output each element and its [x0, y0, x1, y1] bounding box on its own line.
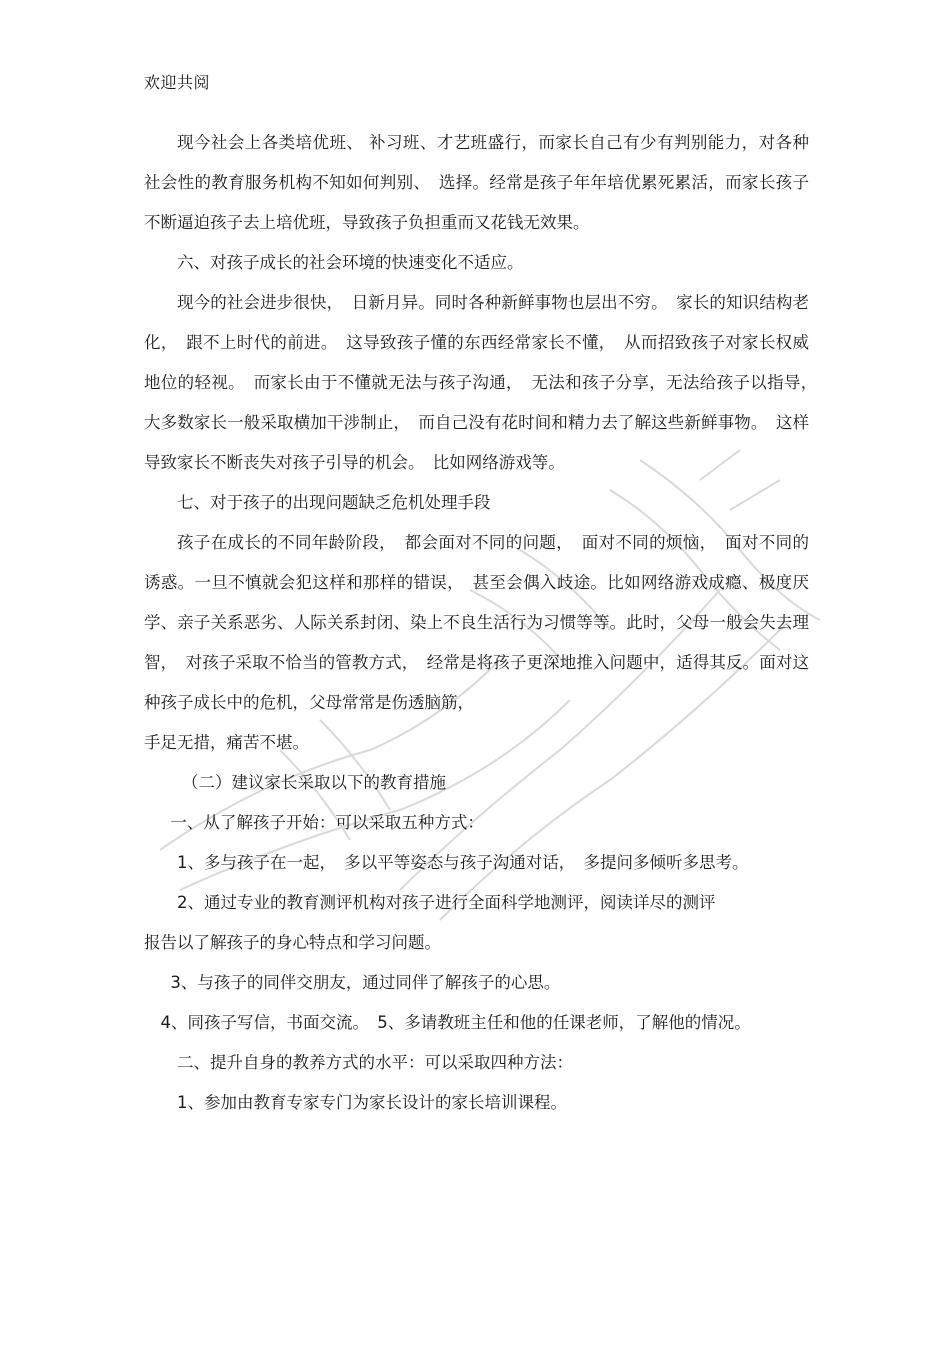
paragraph-crisis-end: 手足无措，痛苦不堪。	[144, 733, 309, 752]
list-item-training: 1、参加由教育专家专门为家长设计的家长培训课程。	[177, 1093, 567, 1112]
document-body	[144, 123, 826, 1123]
list-item-3: 3、与孩子的同伴交朋友，通过同伴了解孩子的心思。	[170, 973, 561, 992]
heading-measures: （二）建议家长采取以下的教育措施	[181, 773, 446, 792]
page-header-text: 欢迎共阅	[144, 73, 211, 92]
list-item-1: 1、多与孩子在一起， 多以平等姿态与孩子沟通对话， 多提问多倾听多思考。	[177, 853, 749, 872]
paragraph-social-change: 现今的社会进步很快， 日新月异。同时各种新鲜事物也层出不穷。 家长的知识结构老化， 跟不上时代的前进。 这导致孩子懂的东西经常家长不懂， 从而招致孩子对家长权威地位的轻视。 而家长由于不懂就无法与孩子沟通， 无法和孩子分享，无法给孩子以指导， 大多数家长一般采取横加干涉制止， 而自己没有花时间和精力去了解这些新鲜事物。 这样导致家长不断丧失对孩子引导的机会。 比如网络游戏等。	[144, 293, 826, 472]
list-item-2: 2、通过专业的教育测评机构对孩子进行全面科学地测评，阅读详尽的测评	[177, 893, 716, 912]
heading-understand-child: 一、从了解孩子开始：可以采取五种方式：	[170, 813, 484, 832]
heading-improve-parenting: 二、提升自身的教养方式的水平：可以采取四种方法：	[177, 1053, 573, 1072]
heading-six: 六、对孩子成长的社会环境的快速变化不适应。	[177, 253, 524, 272]
paragraph-training-classes: 现今社会上各类培优班、 补习班、才艺班盛行，而家长自己有少有判别能力，对各种社会性的教育服务机构不知如何判别、 选择。经常是孩子年年培优累死累活，而家长孩子不断逼迫孩子去上培优班，导致孩子负担重而又花钱无效果。	[144, 133, 809, 232]
heading-seven: 七、对于孩子的出现问题缺乏危机处理手段	[177, 493, 491, 512]
list-item-4-5: 4、同孩子写信，书面交流。 5、多请教班主任和他的任课老师，了解他的情况。	[160, 1013, 751, 1032]
list-item-2-cont: 报告以了解孩子的身心特点和学习问题。	[144, 933, 441, 952]
paragraph-crisis: 孩子在成长的不同年龄阶段， 都会面对不同的问题， 面对不同的烦恼， 面对不同的诱惑。一旦不慎就会犯这样和那样的错误， 甚至会偶入歧途。比如网络游戏成瘾、极度厌学、亲子关系恶劣、人际关系封闭、染上不良生活行为习惯等等。此时，父母一般会失去理智， 对孩子采取不恰当的管教方式， 经常是将孩子更深地推入问题中，适得其反。面对这种孩子成长中的危机，父母常常是伤透脑筋，	[144, 533, 809, 712]
